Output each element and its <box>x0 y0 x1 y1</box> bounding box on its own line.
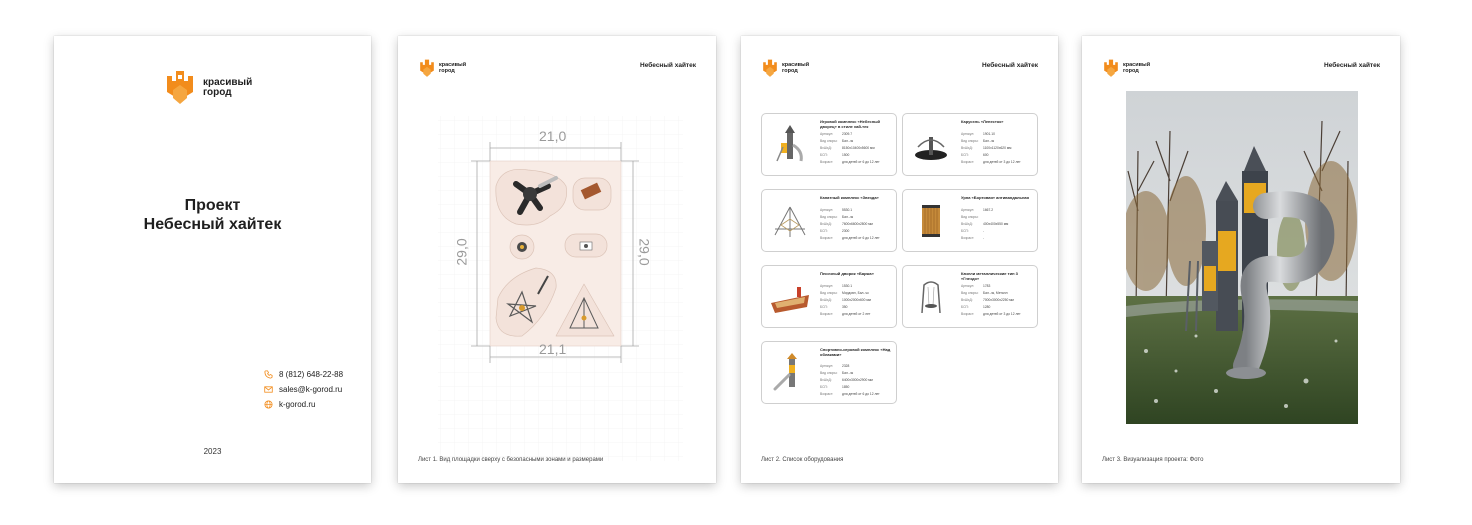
equipment-size: ВхШхД: 6400х3000х2900 мм <box>820 378 873 382</box>
cover-page[interactable] <box>54 36 371 483</box>
brand-name-line1: красивый <box>782 61 810 68</box>
contacts-block <box>264 367 343 412</box>
equipment-name: Урна «Бортовая» антивандальная <box>961 195 1029 200</box>
equipment-zone: БСП: - <box>961 229 985 233</box>
equipment-name: Канатный комплекс «Звезда» <box>820 195 879 200</box>
equipment-name: Качели металлические тип 3 «Гнездо» <box>961 271 1018 281</box>
castle-logo-icon <box>163 68 197 108</box>
equipment-zone: БСП: 350 <box>820 305 848 309</box>
equipment-card[interactable] <box>761 189 897 252</box>
equipment-age: Возраст: для детей от 6 до 12 лет <box>820 160 880 164</box>
page-caption: Лист 3. Визуализация проекта: Фото <box>1102 457 1204 463</box>
equipment-card[interactable] <box>902 189 1038 252</box>
equipment-age: Возраст: для детей от 3 до 12 лет <box>961 312 1021 316</box>
contact-website[interactable] <box>264 397 343 412</box>
brand-name-line1: красивый <box>439 61 467 68</box>
brand-name-line1: красивый <box>203 76 253 88</box>
sandbox-barge-thumbnail <box>767 275 813 319</box>
sports-complex-thumbnail <box>767 351 813 395</box>
equipment-material: Вид опоры: Мордовл, Бал.-чк <box>820 291 869 295</box>
equipment-card[interactable] <box>761 113 897 176</box>
equipment-card[interactable] <box>761 265 897 328</box>
globe-icon <box>264 400 273 409</box>
page-header-title: Небесный хайтек <box>640 62 696 69</box>
site-plan-drawing <box>398 36 716 483</box>
brand-name-line2: город <box>1123 67 1139 74</box>
equipment-article: Артикул: 1667.2 <box>961 208 994 212</box>
brand-name-line1: красивый <box>1123 61 1151 68</box>
equipment-age: Возраст: для детей от 6 до 12 лет <box>820 236 880 240</box>
equipment-card[interactable] <box>761 341 897 404</box>
equipment-zone: БСП: 1500 <box>820 153 850 157</box>
phone-text: 8 (812) 648-22-88 <box>279 370 344 379</box>
project-title-line1: Проект <box>184 197 241 214</box>
equipment-age: Возраст: - <box>961 236 985 240</box>
equipment-material: Вид опоры: Бал.-чк <box>820 371 854 375</box>
plan-page[interactable] <box>398 36 716 483</box>
mail-icon <box>264 385 273 394</box>
castle-logo-icon <box>761 58 779 79</box>
dimension-top: 21,0 <box>539 128 567 144</box>
equipment-article: Артикул: 1783 <box>961 284 991 288</box>
equipment-article: Артикул: 5530.1 <box>820 208 853 212</box>
equipment-size: ВхШхД: 1000х2000х600 мм <box>820 298 871 302</box>
page-caption: Лист 1. Вид площадки сверху с безопасными зонами и размерами <box>418 457 604 463</box>
page-header-title: Небесный хайтек <box>982 62 1038 69</box>
project-title-line2: Небесный хайтек <box>143 216 282 233</box>
equipment-material: Вид опоры: Бал.-чк, Металл <box>961 291 1008 295</box>
project-title <box>54 196 371 234</box>
equipment-article: Артикул: 2328 <box>820 364 850 368</box>
equipment-age: Возраст: для детей от 2 лет <box>820 312 871 316</box>
castle-logo-icon <box>1102 58 1120 79</box>
equipment-age: Возраст: для детей от 3 до 12 лет <box>961 160 1021 164</box>
nest-swing-thumbnail <box>908 275 954 319</box>
equipment-material: Вид опоры: <box>961 215 979 219</box>
visualization-page[interactable] <box>1082 36 1400 483</box>
equipment-article: Артикул: 1530.1 <box>820 284 853 288</box>
equipment-zone: БСП: 1850 <box>820 385 850 389</box>
brand-logo <box>761 58 809 79</box>
website-text: k-gorod.ru <box>279 400 316 409</box>
page-header-title: Небесный хайтек <box>1324 62 1380 69</box>
dimension-right: 29,0 <box>636 238 653 266</box>
dimension-bottom: 21,1 <box>539 341 567 357</box>
equipment-card[interactable] <box>902 265 1038 328</box>
equipment-size: ВхШхД: 8150х10400х5600 мм <box>820 146 875 150</box>
page-caption: Лист 2. Список оборудования <box>761 457 844 463</box>
brand-name-line2: город <box>203 87 232 98</box>
brand-logo <box>163 68 252 108</box>
equipment-name: Песочный дворик «Баржа» <box>820 271 874 276</box>
dimension-left: 29,0 <box>453 238 470 266</box>
playground-complex-thumbnail <box>767 123 813 167</box>
brand-name-line2: город <box>782 67 798 74</box>
rope-complex-thumbnail <box>767 199 813 243</box>
trash-bin-thumbnail <box>908 199 954 243</box>
equipment-article: Артикул: 1901.10 <box>961 132 995 136</box>
equipment-name: Карусель «Лепесток» <box>961 119 1004 124</box>
contact-phone[interactable] <box>264 367 343 382</box>
equipment-name: Игровой комплекс «Небесный дворец» в стиле хай-тек <box>820 119 881 129</box>
equipment-age: Возраст: для детей от 6 до 12 лет <box>820 392 880 396</box>
equipment-list-page[interactable] <box>741 36 1058 483</box>
project-visualization-photo <box>1126 91 1358 424</box>
carousel-thumbnail <box>908 123 954 167</box>
equipment-material: Вид опоры: Бал.-чк <box>961 139 995 143</box>
contact-email[interactable] <box>264 382 343 397</box>
equipment-material: Вид опоры: Бал.-чк <box>820 215 854 219</box>
equipment-zone: БСП: 600 <box>961 153 989 157</box>
equipment-article: Артикул: 2309.7 <box>820 132 853 136</box>
email-text: sales@k-gorod.ru <box>279 385 343 394</box>
cover-year: 2023 <box>203 447 222 456</box>
equipment-zone: БСП: 1280 <box>961 305 991 309</box>
brand-name-line2: город <box>439 67 455 74</box>
equipment-card[interactable] <box>902 113 1038 176</box>
brand-logo <box>1102 58 1150 79</box>
equipment-size: ВхШхД: 400х400х550 мм <box>961 222 1009 226</box>
equipment-size: ВхШхД: 1100х1120х620 мм <box>961 146 1012 150</box>
phone-icon <box>264 370 273 379</box>
equipment-material: Вид опоры: Бал.-чк <box>820 139 854 143</box>
equipment-size: ВхШхД: 7000х3000х2250 мм <box>961 298 1014 302</box>
equipment-zone: БСП: 2300 <box>820 229 850 233</box>
equipment-size: ВхШхД: 7600х6600х2800 мм <box>820 222 873 226</box>
equipment-name: Спортивно-игровой комплекс «Над облаками» <box>820 347 891 357</box>
